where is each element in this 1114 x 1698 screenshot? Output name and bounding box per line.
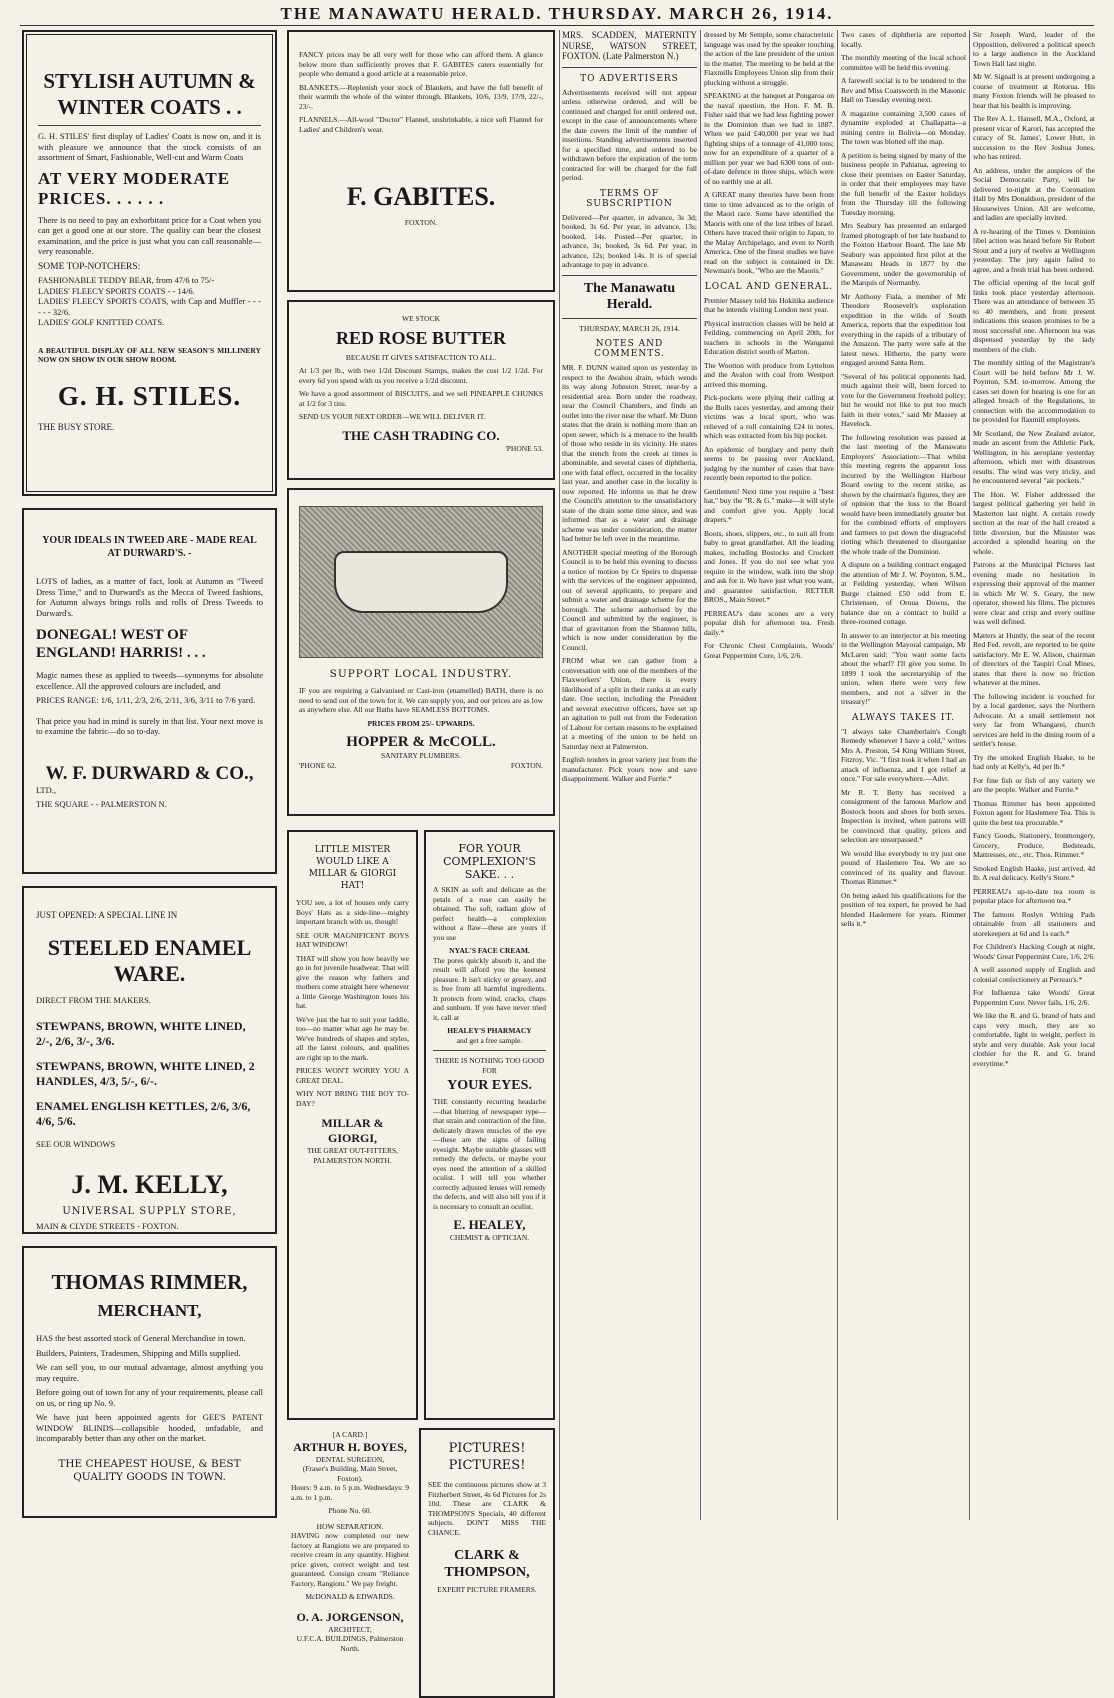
boyes-card: [A CARD.] bbox=[332, 1430, 368, 1439]
healey-cream: NYAL'S FACE CREAM. bbox=[449, 946, 530, 955]
article-paragraph: PERREAU's up-to-date tea room is popular place for afternoon tea.* bbox=[973, 886, 1095, 905]
article-paragraph: An address, under the auspices of the Social Democratic Party, will be delivered to-night at the Coronation Hall by Mrs Donaldson, president of the Housewives Union. All are welcome, and ladies are specially invited. bbox=[973, 165, 1095, 222]
millar-body: YOU see, a lot of houses only carry Boys' Hats as a side-line—mighty important branch with us, though! bbox=[296, 898, 409, 926]
cash-trading-name: THE CASH TRADING CO. bbox=[342, 427, 500, 443]
boyes-trade: DENTAL SURGEON, bbox=[315, 1454, 385, 1464]
hopper-town: FOXTON. bbox=[510, 760, 543, 770]
pictures-ad bbox=[419, 1428, 555, 1698]
durward-body: LOTS of ladies, as a matter of fact, look at Autumn as "Tweed Dress Time," and to Durward's as the Mecca of Tweed fashions, for Autumn always brings rolls and rolls of Dress Tweeds to Durward's. bbox=[36, 576, 263, 618]
article-paragraph: The monthly meeting of the local school committee will be held this evening. bbox=[841, 53, 966, 72]
article-paragraph: Mrs Seabury has presented an enlarged framed photograph of her late husband to the Foxton Harbour Board. The late Mr Seabury was appointed first pilot at the Manawatu Heads in 1877 by the Government, under the governorship of the Marquis of Normanby. bbox=[841, 221, 966, 287]
stiles-prices: AT VERY MODERATE PRICES. . . . . . bbox=[38, 168, 231, 208]
stiles-headline: STYLISH AUTUMN & WINTER COATS . . bbox=[43, 69, 256, 119]
article-paragraph: Sir Joseph Ward, leader of the Opposition, delivered a political speech to a large audience in the Auckland Town Hall last night. bbox=[973, 30, 1095, 68]
millar-great: THE GREAT OUT-FITTERS, bbox=[306, 1146, 399, 1155]
stiles-name: G. H. STILES. bbox=[57, 380, 242, 411]
healey-ad bbox=[424, 830, 555, 1420]
subscription-body: Delivered—Per quarter, in advance, 3s 3d; booked, 3s 6d. Per year, in advance, 13s; booked, 14s. Posted—Per quarter, in advance, 3s; booked, 3s 6d. Per year, in advance, 12s; booked 14s. It is of special advantage to pay in advance. bbox=[562, 212, 697, 269]
article-paragraph: A magazine containing 3,500 cases of dynamite exploded at Challapatta—a mining centre in Bolivia—on Monday. The town was blotted off the map. bbox=[841, 108, 966, 146]
healey-eyes: YOUR EYES. bbox=[447, 1078, 532, 1093]
article-paragraph: In answer to an interjector at his meeting in the Wellington Mayoral campaign, Mr McLaren said: "You want some facts about the wharf? I'll give you some. In 1899 I took the secretaryship of the union, when there were very few members, and not a silver in the treasury!" bbox=[841, 630, 966, 706]
local-general-head: LOCAL AND GENERAL. bbox=[704, 281, 834, 292]
article-paragraph: "Several of his political opponents had, much against their will, been forced to vote for the Government freehold policy; but he would not like to put too much faith in their votes," said Mr Massey at Havelock. bbox=[841, 371, 966, 428]
millar-window: SEE OUR MAGNIFICENT BOYS HAT WINDOW! bbox=[296, 930, 409, 949]
article-paragraph: Mr Scotland, the New Zealand aviator, made an ascent from the Athletic Park, Wellington, in his aeroplane yesterday afternoon, which met with disastrous results. The wind was very tricky, and he encountered several "air pockets." bbox=[973, 428, 1095, 485]
article-paragraph: Two cases of diphtheria are reported locally. bbox=[841, 30, 966, 49]
column-divider bbox=[700, 30, 701, 1520]
kelly-direct: DIRECT FROM THE MAKERS. bbox=[36, 994, 151, 1005]
hopper-head: SUPPORT LOCAL INDUSTRY. bbox=[329, 668, 513, 680]
article-paragraph: The famous Roslyn Writing Pads obtainable from all stationers and storekeepers at 6d and 1s each.* bbox=[973, 909, 1095, 938]
durward-donegal: DONEGAL! WEST OF ENGLAND! HARRIS! . . . bbox=[36, 627, 206, 661]
advertisers-head: TO ADVERTISERS bbox=[580, 73, 679, 84]
millar-q: LITTLE MISTER WOULD LIKE A MILLAR & GIORGI HAT! bbox=[308, 845, 397, 891]
pictures-name: CLARK & THOMPSON, bbox=[444, 1548, 530, 1580]
article-paragraph: The monthly sitting of the Magistrate's Court will be held before Mr J. W. Poynton, S.M. to-morrow. Among the cases set down for hearing is one for an alleged breach of the Regulations, in connection with the accommodation to be provided for flaxmill employees. bbox=[973, 358, 1095, 424]
column-3 bbox=[562, 30, 697, 1520]
durward-range: PRICES RANGE: 1/6, 1/11, 2/3, 2/6, 2/11, 3/6, 3/11 to 7/6 yard. bbox=[36, 695, 256, 705]
millar-town: PALMERSTON NORTH. bbox=[313, 1155, 392, 1165]
gabites-town: FOXTON. bbox=[404, 218, 438, 227]
rimmer-body: HAS the best assorted stock of General Merchandise in town. bbox=[36, 1333, 246, 1343]
column-5 bbox=[841, 30, 966, 1520]
kelly-name: J. M. KELLY, bbox=[71, 1169, 228, 1199]
article-paragraph: Gentlemen! Next time you require a "best hat," buy the "R. & G." make—it will style and comfort give you. Apply local drapers.* bbox=[704, 486, 834, 524]
rimmer-body: We can sell you, to our mutual advantage, almost anything you may require. bbox=[36, 1362, 263, 1383]
boyes-sep: HOW SEPARATION. bbox=[316, 1521, 384, 1531]
pictures-body: SEE the continuous pictures show at 3 Fitzherbert Street, 4s 6d Pictures for 2s 10d. These are CLARK & THOMPSON'S Specials, 40 different subjects. DON'T MISS THE CHANCE. bbox=[428, 1480, 546, 1537]
article-paragraph: An epidemic of burglary and petty theft seems to be passing over Auckland, judging by the number of cases that have recently been reported to the police. bbox=[704, 444, 834, 482]
stiles-intro: G. H. STILES' first display of Ladies' Coats is now on, and it is with pleasure we announce that the stock consists of an assortment of Smart, Fashionable, Well-cut and Warm Coats bbox=[38, 131, 261, 162]
bath-illustration bbox=[299, 506, 543, 658]
hopper-phone: 'PHONE 62. bbox=[299, 760, 337, 770]
durward-ad bbox=[22, 508, 277, 874]
stiles-notchers: SOME TOP-NOTCHERS: bbox=[38, 261, 141, 272]
paper-title: The Manawatu Herald. bbox=[583, 280, 676, 312]
kelly-windows: SEE OUR WINDOWS bbox=[36, 1139, 116, 1149]
column-2 bbox=[287, 30, 555, 1698]
gabites-flannels: FLANNELS.—All-wool "Doctor" Flannel, unshrinkable, a nice soft Flannel for Ladies' and Children's wear. bbox=[299, 115, 543, 134]
article-paragraph: A well assorted supply of English and colonial confectionery at Perreau's.* bbox=[973, 965, 1095, 984]
article-paragraph: FROM what we can gather from a conversation with one of the members of the Flaxworkers' Union, there is every likelihood of a split in their ranks at an early date. One section, including the President and several executive officers, have set up an agitation to pull out from the Federation of Labour for certain reasons to be explained at a meeting of the union to be held on Saturday next at Palmerston. bbox=[562, 656, 697, 751]
article-paragraph: For Influenza take Woods' Great Peppermint Cure. Never fails, 1/6, 2/6. bbox=[973, 988, 1095, 1007]
hopper-ad bbox=[287, 488, 555, 816]
subscription-head: TERMS OF SUBSCRIPTION bbox=[586, 188, 673, 209]
durward-addr: THE SQUARE - - PALMERSTON N. bbox=[36, 799, 167, 809]
article-paragraph: English tenders in great variety just from the manufacturer. Pick yours now and save disappointment. Walker and Furrie.* bbox=[562, 755, 697, 783]
article-paragraph: Boots, shoes, slippers, etc., to suit all from baby to great grandfather. All the leading makes, including Bostocks and Crockett and Jones. If you do not see what you require in the window, walk into the shop and ask for it. We have just what you want, and guarantee satisfaction. RETTER BROS., Main Street.* bbox=[704, 528, 834, 604]
notes-head: NOTES AND COMMENTS. bbox=[594, 339, 665, 359]
cash-trading-phone: 'PHONE 53. bbox=[505, 443, 543, 453]
boyes-hours: Hours: 9 a.m. to 5 p.m. Wednesdays: 9 a.m. to 1 p.m. bbox=[291, 1483, 409, 1502]
stiles-millinery: A BEAUTIFUL DISPLAY OF ALL NEW SEASON'S MILLINERY NOW ON SHOW IN OUR SHOW ROOM. bbox=[38, 345, 261, 364]
boyes-phone: Phone No. 60. bbox=[328, 1506, 372, 1515]
jorgenson-addr: U.F.C.A. BUILDINGS, Palmerston North. bbox=[296, 1634, 404, 1653]
column-1 bbox=[22, 30, 277, 1518]
rimmer-ad bbox=[22, 1246, 277, 1518]
jorgenson-trade: ARCHITECT, bbox=[328, 1624, 372, 1634]
butter-body: At 1/3 per lb., with two 1/2d Discount Stamps, makes the cost 1/2 1/2d. For every 6d you spend with us you receive a 1/2d discount. bbox=[299, 366, 543, 385]
millar-ad bbox=[287, 830, 418, 1420]
hopper-prices: PRICES FROM 25/- UPWARDS. bbox=[367, 718, 475, 728]
article-paragraph: ANOTHER special meeting of the Borough Council is to be held this evening to discuss a notice of motion by Cr Speirs to dispense with the services of the engineer appointed, out of several applicants, to prepare and submit a water and drainage scheme for the borough. The scheme authorised by the Council and submitted by the engineer, is that of gravitation from the Shannon hills, which is now under consideration by the Council. bbox=[562, 547, 697, 652]
masthead-rule bbox=[20, 25, 1094, 26]
article-paragraph: The official opening of the local golf links took place yesterday afternoon. There was an attendance of between 35 to 40 members, and from present indications this season promises to be a most successful one. Afternoon tea was dispensed yesterday by the lady members of the club. bbox=[973, 278, 1095, 354]
article-paragraph: Fancy Goods, Stationery, Ironmongery, Grocery, Produce, Bedsteads, Mattresses, etc., etc. Thos. Rimmer.* bbox=[973, 831, 1095, 859]
article-paragraph: On being asked his qualifications for the position of tea expert, he proved he had blended Haslemere for years. Rimmer sells it.* bbox=[841, 890, 966, 928]
kelly-opened: JUST OPENED: A SPECIAL LINE IN bbox=[36, 910, 178, 920]
millar-fit: We've just the hat to suit your laddie, too—no matter what age he may be. We've hundreds of shapes and styles, all the latest colours, and qualities are right up to the mark. bbox=[296, 1014, 409, 1062]
rimmer-tag: THE CHEAPEST HOUSE, & BEST QUALITY GOODS IN TOWN. bbox=[58, 1457, 241, 1483]
boyes-body: HAVING now completed our new factory at Rangiotu we are prepared to receive cream in any quantity. Highest price given, correct weight and test guaranteed. Consign cream "Reliance Factory, Rangiotu." We pay freight. bbox=[291, 1531, 409, 1588]
gabites-ad bbox=[287, 30, 555, 292]
cash-trading-ad bbox=[287, 300, 555, 480]
article-paragraph: Mr R. T. Betty has received a consignment of the famous Marlow and Bostock boots and shoes for both sexes. Inspection is invited, when patrons will be convinced that quality, prices and selection are unsurpassed.* bbox=[841, 787, 966, 844]
pictures-trade: EXPERT PICTURE FRAMERS. bbox=[437, 1585, 537, 1594]
article-paragraph: A farewell social is to be tendered to the Rev and Miss Coatsworth in the Masonic Hall on Tuesday evening next. bbox=[841, 76, 966, 104]
rimmer-body: Builders, Painters, Tradesmen, Shipping and Mills supplied. bbox=[36, 1347, 241, 1358]
healey-body2: The pores quickly absorb it, and the result will afford you the keenest pleasure. It isn't sticky or greasy, and is free from all harmful ingredients. It protects from wind, cracks, chaps and sunburn. If you have never tried it, call at bbox=[433, 955, 546, 1022]
kelly-item: STEWPANS, BROWN, WHITE LINED, 2/-, 2/6, 3/-, 3/6. bbox=[36, 1019, 246, 1048]
article-paragraph: Pick-pockets were plying their calling at the Bulls races yesterday, and among their victims was a local sport, who was relieved of a roll containing £24 in notes, which was extracted from his hip pocket. bbox=[704, 393, 834, 440]
millar-worry: PRICES WON'T WORRY YOU A GREAT DEAL. bbox=[296, 1066, 409, 1085]
durward-ltd: LTD., bbox=[36, 784, 56, 795]
durward-head: YOUR IDEALS IN TWEED ARE - MADE REAL AT DURWARD'S. - bbox=[42, 535, 257, 559]
article-paragraph: MR. F. DUNN waited upon us yesterday in respect to the Awahou drain, which wends its way along Johnston Street, near-by a residential area. Born under the roadway, near the Council Chambers, and finds an outlet into the river near the wharf. Mr Dunn states that the drain is nothing more than an open sewer, which is a menace to the health of those who reside in its vicinity. He states that the stench from the creek at times is abominable, and several cases of diphtheria, one with fatal effect, occurred in the locality last year, and another case in the locality is now reported. He informs us that he drew the Council's attention to the unsatisfactory state of the drain some time since, and was informed that as a water and drainage scheme was under consideration, the matter had better be left over in the meantime. bbox=[562, 363, 697, 543]
boyes-addr: (Fraser's Building, Main Street, Foxton). bbox=[302, 1464, 398, 1483]
healey-nothing: THERE IS NOTHING TOO GOOD FOR bbox=[434, 1056, 545, 1075]
durward-name: W. F. DURWARD & CO., bbox=[45, 762, 254, 784]
healey-sample: and get a free sample. bbox=[456, 1035, 523, 1045]
kelly-store: UNIVERSAL SUPPLY STORE, bbox=[62, 1205, 237, 1217]
boyes-pictures-row bbox=[287, 1428, 555, 1698]
article-paragraph: SPEAKING at the banquet at Pongaroa on the naval question, the Hon. F. M. B. Fisher said that we had less fighting power in the Dominion than we had in 1887. When we paid £40,000 per year we had fighting ships of a tonnage of 41,000 tons; now for an expenditure of a quarter of a million per year we had 6300 tons of out-of-date defence in three ships, which were of no earthly use at all. bbox=[704, 91, 834, 186]
rimmer-name: THOMAS RIMMER, bbox=[51, 1270, 248, 1294]
boyes-firm: McDONALD & EDWARDS. bbox=[305, 1592, 395, 1601]
kelly-addr: MAIN & CLYDE STREETS - FOXTON. bbox=[36, 1220, 179, 1231]
healey-body3: THE constantly recurring headache—that blurring of newspaper type—that strain and contraction of the fine, delicately drawn muscles of the eye—these are the signs of failing eyesight. Maybe suitable glasses will remedy the defects, or maybe your eyes need the attention of a skilled oculist. I will tell you whether correctly adjusted lenses will remedy the defects, and will also tell you if it is necessary to consult an oculist. bbox=[433, 1097, 546, 1211]
dateline: THURSDAY, MARCH 26, 1914. bbox=[579, 323, 680, 333]
durward-last: That price you had in mind is surely in that list. Your next move is to examine the fabric—do so to-day. bbox=[36, 715, 263, 736]
butter-order: SEND US YOUR NEXT ORDER—WE WILL DELIVER IT. bbox=[299, 412, 486, 421]
article-paragraph: Try the smoked English Haake, to be had only at Kelly's, 4d per lb.* bbox=[973, 752, 1095, 771]
rimmer-body: We have just been appointed agents for GEE'S PATENT WINDOW BLINDS—collapsible hooded, unfadable, and incomparably better than any other on the market. bbox=[36, 1412, 263, 1443]
hopper-name: HOPPER & McCOLL. bbox=[346, 734, 496, 750]
millar-bring: WHY NOT BRING THE BOY TO-DAY? bbox=[296, 1089, 409, 1108]
hopper-trade: SANITARY PLUMBERS. bbox=[381, 751, 461, 760]
stiles-item: LADIES' FLEECY SPORTS COATS - - 14/6. bbox=[38, 285, 195, 296]
healey-pharmacy: HEALEY'S PHARMACY bbox=[447, 1026, 532, 1035]
durward-magic: Magic names these as applied to tweeds—synonyms for absolute excellence. All the approved colours are included, and bbox=[36, 670, 263, 691]
millar-name: MILLAR & GIORGI, bbox=[321, 1116, 384, 1145]
article-paragraph: The Rev A. L. Hansell, M.A., Oxford, at present vicar of Karori, has accepted the curacy of St. James', Lower Hutt, in succession to the Rev Joshua Jones, who has retired. bbox=[973, 114, 1095, 161]
hopper-body: IF you are requiring a Galvanised or Cast-iron (enamelled) BATH, there is no need to send out of the town for it. We can supply you, and our prices are as low as anywhere else. All our Baths have SEAMLESS BOTTOMS. bbox=[299, 686, 543, 714]
boyes-name: ARTHUR H. BOYES, bbox=[293, 1439, 407, 1454]
butter-stock: WE STOCK bbox=[402, 314, 440, 323]
gabites-blankets: BLANKETS.—Replenish your stock of Blankets, and have the full benefit of their warmth the whole of the winter through. Blankets, 10/6, 13/9, 17/9, 22/-, 23/-. bbox=[299, 82, 543, 111]
bathtub-image bbox=[334, 551, 508, 613]
butter-biscuits: We have a good assortment of BISCUITS, and we sell PINEAPPLE CHUNKS at 1/2 for 3 tins. bbox=[299, 389, 543, 408]
article-paragraph: A GREAT many theories have been from time to time advanced as to the origin of the Maori race. Some have identified the Maoris with one of the lost tribes of Israel. Others have traced their origin to Japan, to the Malay Archipelago, and even to North America. One of the finest studies we have read on the subject is contained in Dr. Newman's book, "Who are the Maoris." bbox=[704, 190, 834, 275]
millar-show: THAT will show you how heavily we go in for juvenile headwear. That will give the reason why fathers and mothers come straight here whenever a little George Washington loses his hat. bbox=[296, 953, 409, 1010]
article-paragraph: For fine fish or fish of any variety we are the people. Walker and Furrie.* bbox=[973, 775, 1095, 794]
article-paragraph: Premier Massey told his Hokitika audience that he intends visiting London next year. bbox=[704, 295, 834, 314]
article-paragraph: The following incident is vouched for by a local gardener, says the Northern Advocate. At a small settlement not very far from Whangarei, church services are held in the dining room of a settler's house. bbox=[973, 691, 1095, 748]
kelly-ad bbox=[22, 886, 277, 1234]
millar-healey-row bbox=[287, 830, 555, 1420]
article-paragraph: The Wootton with produce from Lyttelton and the Avalon with coal from Westport arrived this morning. bbox=[704, 360, 834, 389]
stiles-body: There is no need to pay an exhorbitant price for a Coat when you can get a good one at our store. The quality can bear the closest examination, and the price is just what you can call reasonable—very reasonable. bbox=[38, 214, 261, 256]
jorgenson-name: O. A. JORGENSON, bbox=[296, 1609, 404, 1624]
article-paragraph: Smoked English Haake, just arrived, 4d lb. A real delicacy. Kelly's Store.* bbox=[973, 863, 1095, 882]
stiles-item: LADIES' FLEECY SPORTS COATS, with Cap and Muffler - - - - - - 32/6. bbox=[38, 296, 261, 317]
kelly-head: STEELED ENAMEL WARE. bbox=[47, 934, 252, 986]
article-paragraph: "I always take Chamberlain's Cough Remedy whenever I have a cold," writes Mrs A. Preston, 54 King William Street, Fitzroy, Vic. "I first took it when I had an attack of influenza, and I got relief at once." For sale everywhere.—Advt. bbox=[841, 726, 966, 783]
article-paragraph: Physical instruction classes will be held at Feilding, commencing on April 20th, for teachers in schools in the Wanganui Education district south of Marton. bbox=[704, 318, 834, 356]
masthead: THE MANAWATU HERALD. THURSDAY. MARCH 26, 1914. bbox=[280, 4, 834, 23]
column-divider bbox=[559, 30, 560, 1520]
stiles-item: FASHIONABLE TEDDY BEAR, from 47/6 to 75/- bbox=[38, 275, 215, 285]
article-paragraph: For Chronic Chest Complaints, Woods' Great Peppermint Cure, 1/6, 2/6. bbox=[704, 641, 834, 660]
kelly-item: ENAMEL ENGLISH KETTLES, 2/6, 3/6, 4/6, 5/6. bbox=[36, 1099, 251, 1128]
column-4 bbox=[704, 30, 834, 1520]
always-takes-head: ALWAYS TAKES IT. bbox=[851, 712, 956, 723]
stiles-ad bbox=[22, 30, 277, 496]
article-paragraph: The Hon. W. Fisher addressed the largest political gathering yet held in Masterton last night. A certain rowdy section at the rear of the hall created a little diversion, but the Minister was accorded a splendid hearing on the whole. bbox=[973, 489, 1095, 556]
healey-body1: A SKIN as soft and delicate as the petals of a rose can easily be obtained. The soft, radiant glow of perfect health—a complexion without a flaw—these are yours if you use bbox=[433, 885, 546, 942]
column-6 bbox=[973, 30, 1095, 1520]
article-paragraph: For Children's Hacking Cough at night, Woods' Great Peppermint Cure, 1/6, 2/6. bbox=[973, 942, 1095, 961]
stiles-item: LADIES' GOLF KNITTED COATS. bbox=[38, 317, 165, 327]
article-paragraph: dressed by Mr Semple, some characteristic language was used by the speaker touching the action of the late president of the union in the matter. The meeting to be held at the Flaxmills Employees Union slip from their plucking without a struggle. bbox=[704, 30, 834, 87]
gabites-name: F. GABITES. bbox=[346, 182, 496, 211]
article-paragraph: The following resolution was passed at the last meeting of the Manawatu Employers' Association:—That whilst this meeting regrets the apparent loss incurred by the Wellington Harbour Board owing to the recent strike, as shown by the chairman's figures, they are of opinion that the loss to the Board would have been immediately greater but for the combined efforts of employers and farmers to put down the disgraceful rioting which threatened to disorganise the whole trade of the Dominion. bbox=[841, 432, 966, 556]
rimmer-merchant: MERCHANT, bbox=[97, 1301, 202, 1320]
kelly-item: STEWPANS, BROWN, WHITE LINED, 2 HANDLES, 4/3, 5/-, 6/-. bbox=[36, 1059, 255, 1088]
pictures-head: PICTURES! PICTURES! bbox=[448, 1441, 526, 1473]
column-divider bbox=[837, 30, 838, 1520]
stiles-tag: THE BUSY STORE. bbox=[38, 421, 115, 432]
article-paragraph: Patrons at the Municipal Pictures last evening made no hesitation in expressing their approval of the manner in which Mr W. S. Geary, the new operator, showed his films. The pictures were clear and crisp and every outline was well defined. bbox=[973, 560, 1095, 626]
article-paragraph: Thomas Rimmer has been appointed Foxton agent for Haslemere Tea. This is quite the best tea procurable.* bbox=[973, 798, 1095, 827]
article-paragraph: A re-hearing of the Times v. Dominion libel action was heard before Sir Robert Stout and a jury of twelve at Wellington yesterday. The jury again failed to agree, and a fresh trial has been ordered. bbox=[973, 226, 1095, 274]
gabites-body: FANCY prices may be all very well for those who can afford them. A glance below more than sufficiently proves that F. GABITES caters essentially for people who demand a good article at a reasonable price. bbox=[299, 50, 543, 78]
healey-head1: FOR YOUR COMPLEXION'S SAKE. . . bbox=[443, 842, 536, 881]
article-paragraph: Matters at Huntly, the seat of the recent Red Fed. revolt, are reported to be quite satisfactory. Mr E. W. Alison, chairman of directors of the Taupiri Coal Mines, states that there is now no friction whatever at the mines. bbox=[973, 630, 1095, 687]
boyes-column bbox=[287, 1428, 413, 1698]
article-paragraph: PERREAU's date scones are a very popular dish for afternoon tea. Fresh daily.* bbox=[704, 608, 834, 637]
butter-because: BECAUSE IT GIVES SATISFACTION TO ALL. bbox=[345, 352, 497, 362]
article-paragraph: A dispute on a building contract engaged the attention of Mr J. W. Poynton, S.M., at Feilding yesterday, when Wilson Burge claimed £50 odd from E. Christensen, of Oroua Downs, the balance due on a contract to build a three-roomed cottage. bbox=[841, 560, 966, 626]
column-divider bbox=[969, 30, 970, 1520]
scadden-notice: MRS. SCADDEN, MATERNITY NURSE, WATSON STREET, FOXTON. (Late Palmerston N.) bbox=[562, 30, 697, 61]
advertisers-body: Advertisements received will not appear unless otherwise ordered, and will be continued and charged for until ordered out, except in the case of announcements where the date covers the limit of the number of insertions. Standing advertisements inserted for a specified time, and ordered to be withdrawn before the expiration of the term contracted for will be charged for the full period. bbox=[562, 87, 697, 182]
article-paragraph: We would like everybody to try just one pound of Haslemere Tea. We are so convinced of its quality and flavour. Thomas Rimmer.* bbox=[841, 848, 966, 886]
article-paragraph: A petition is being signed by many of the business people in Pahiatua, agreeing to close their premises on Easter Saturday, in order that their employees may have the full benefit of the Easter holidays from the Thursday till the following Tuesday morning. bbox=[841, 150, 966, 217]
healey-trade: CHEMIST & OPTICIAN. bbox=[449, 1233, 530, 1242]
butter-head: RED ROSE BUTTER bbox=[335, 327, 507, 348]
article-paragraph: Mr W. Signall is at present undergoing a course of treatment at Rotorua. His many Foxton friends will be pleased to hear that his health is improving. bbox=[973, 72, 1095, 110]
healey-name: E. HEALEY, bbox=[453, 1217, 526, 1232]
article-paragraph: Mr Anthony Fiala, a member of Mr Theodore Roosevelt's exploration expedition in the wilds of South America, reports that the expedition lost everything in the rapids of a tributary of the Amazon. The party were safe at the latest news. Hitherto, the party were engaged around Santa Rem. bbox=[841, 291, 966, 367]
rimmer-body: Before going out of town for any of your requirements, please call on us, or ring up No. 9. bbox=[36, 1387, 263, 1408]
article-paragraph: We like the R. and G. brand of hats and caps very much, they are so comfortable, light in weight, perfect in style and very durable. Ask your local clothier for the R. and G. brand everytime.* bbox=[973, 1011, 1095, 1068]
